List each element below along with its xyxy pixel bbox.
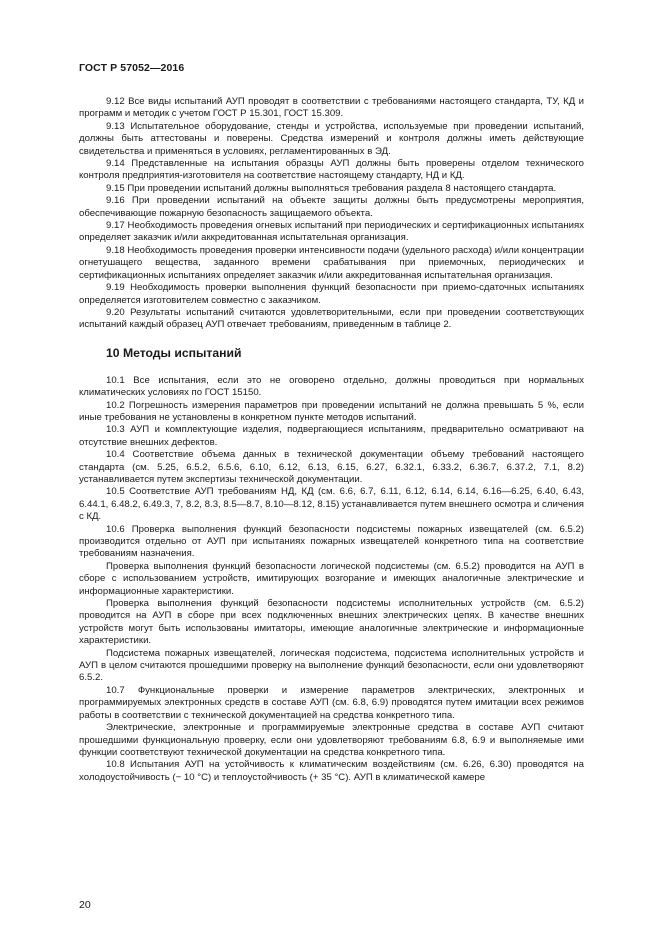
paragraph-9-15: 9.15 При проведении испытаний должны выполняться требования раздела 8 настоящего стандарта. [106,182,557,194]
paragraph-10-1: 10.1 Все испытания, если это не оговорено отдельно, должны проводиться при нормальных климатических условиях по ГОСТ 15150. [79,374,584,399]
paragraph-9-17: 9.17 Необходимость проведения огневых испытаний при периодических и сертификационных испытаниях определяет заказчик и/или аккредитованная испытательная организация. [79,220,584,244]
paragraph-9-19: 9.19 Необходимость проверки выполнения функций безопасности при приемо-сдаточных испытаниях определяется изготовителем совместно с заказчиком. [79,282,584,306]
section-heading-10: 10 Методы испытаний [106,345,242,360]
paragraph-10-6-actuators: Проверка выполнения функций безопасности подсистемы исполнительных устройств (см. 6.5.2) проводится на АУП в сборе при всех подключенных внешних электрических цепях. В качестве внешних устройств могут быть использованы имитаторы, имеющие аналогичные электрические и информационные характеристики. [79,598,584,647]
paragraph-9-16: 9.16 При проведении испытаний на объекте защиты должны быть предусмотрены мероприятия, обеспечивающие пожарную безопасность защищаемого объекта. [79,195,584,219]
paragraph-9-14: 9.14 Представленные на испытания образцы АУП должны быть проверены отделом технического контроля предприятия-изготовителя на соответствие настоящему стандарту, НД и КД. [79,158,584,182]
paragraph-10-7-result: Электрические, электронные и программируемые электронные средства в составе АУП считают прошедшими функциональную проверку, если они удовлетворяют требованиям 6.8, 6.9 и выполняемые ими функции соответствуют технической документации на средства конкретного типа. [79,722,584,758]
paragraph-9-12: 9.12 Все виды испытаний АУП проводят в соответствии с требованиями настоящего стандарта, ТУ, КД и программ и методик с учетом ГОСТ Р 15.301, ГОСТ 15.309. [79,96,584,120]
page-content [79,96,584,784]
paragraph-9-18: 9.18 Необходимость проведения проверки интенсивности подачи (удельного расхода) и/или концентрации огнетушащего вещества, заданного времени срабатывания при приемочных, периодических и сертификационных испытаниях определяет заказчик и/или аккредитованная испытательная организация. [79,244,584,281]
paragraph-10-7: 10.7 Функциональные проверки и измерение параметров электрических, электронных и программируемых электронных средств в составе АУП (см. 6.8, 6.9) проводятся путем имитации всех режимов работы в соответствии с технической документацией на средства конкретного типа. [79,684,584,721]
paragraph-10-6-summary: Подсистема пожарных извещателей, логическая подсистема, подсистема исполнительных устройств и АУП в целом считаются прошедшими проверку на выполнение функций безопасности, если они удовлетворяют 6.5.2. [79,647,584,684]
paragraph-10-8: 10.8 Испытания АУП на устойчивость к климатическим воздействиям (см. 6.26, 6.30) проводятся на холодоустойчивость (− 10 °С) и теплоустойчивость (+ 35 °С). АУП в климатической камере [79,759,584,783]
paragraph-9-13: 9.13 Испытательное оборудование, стенды и устройства, используемые при проведении испытаний, должны быть аттестованы и поверены. Средства измерений и контроля должны иметь действующие свидетельства и применяться в условиях, регламентированных в ЭД. [79,120,584,157]
paragraph-9-20: 9.20 Результаты испытаний считаются удовлетворительными, если при проведении соответствующих испытаний каждый образец АУП отвечает требованиям, приведенным в таблице 2. [79,306,584,331]
paragraph-10-5: 10.5 Соответствие АУП требованиям НД, КД (см. 6.6, 6.7, 6.11, 6.12, 6.14, 6.14, 6.16—6.25, 6.40, 6.43, 6.44.1, 6.48.2, 6.49.3, 7, 8.2, 8.3, 8.5—8.7, 8.10—8.12, 8.15) устанавливается путем внешнего осмотра и сличения с КД. [79,486,584,523]
paragraph-10-2: 10.2 Погрешность измерения параметров при проведении испытаний не должна превышать 5 %, если иные требования не установлены в конкретном пункте методов испытаний. [79,399,584,423]
paragraph-10-6: 10.6 Проверка выполнения функций безопасности подсистемы пожарных извещателей (см. 6.5.2) производится отдельно от АУП при испытаниях пожарных извещателей конкретного типа на соответствие требованиям назначения. [79,523,584,560]
paragraph-10-3: 10.3 АУП и комплектующие изделия, подвергающиеся испытаниям, предварительно осматривают на отсутствие внешних дефектов. [79,424,584,448]
paragraph-10-6-logic: Проверка выполнения функций безопасности логической подсистемы (см. 6.5.2) проводится на АУП в сборе с использованием устройств, имитирующих возгорание и имеющих аналогичные электрические и информационные характеристики. [79,560,584,597]
document-code-header: ГОСТ Р 57052—2016 [79,62,185,74]
paragraph-10-4: 10.4 Соответствие объема данных в технической документации объему требований настоящего стандарта (см. 5.25, 6.5.2, 6.5.6, 6.10, 6.12, 6.13, 6.15, 6.27, 6.32.1, 6.33.2, 6.36.7, 6.37.2, 7.1, 8.2) устанавливается путем экспертизы технической документации. [79,449,584,485]
page-number: 20 [79,899,91,911]
